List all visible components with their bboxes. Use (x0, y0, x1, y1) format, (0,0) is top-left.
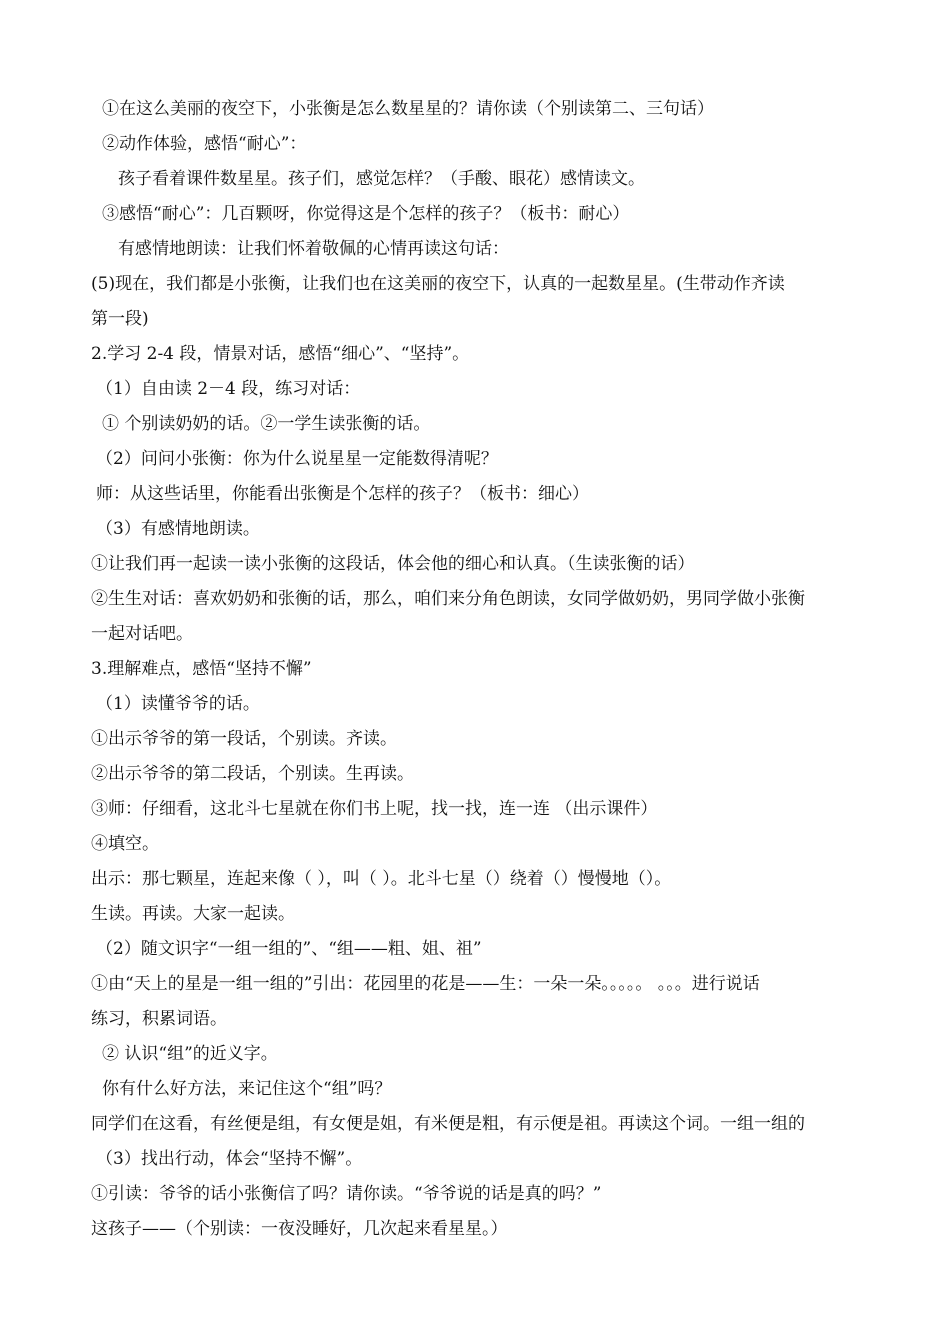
text-line: 3.理解难点，感悟“坚持不懈” (91, 659, 312, 679)
text-line: ②生生对话：喜欢奶奶和张衡的话，那么，咱们来分角色朗读，女同学做奶奶，男同学做小张衡 (91, 589, 805, 609)
text-line: 一起对话吧。 (91, 624, 193, 644)
text-line: ①引读：爷爷的话小张衡信了吗？请你读。“爷爷说的话是真的吗？” (91, 1184, 602, 1204)
text-line: （1）读懂爷爷的话。 (96, 694, 260, 714)
text-line: ② 认识“组”的近义字。 (102, 1044, 278, 1064)
text-line: ④填空。 (91, 834, 159, 854)
text-line: 生读。再读。大家一起读。 (91, 904, 295, 924)
text-line: (5)现在，我们都是小张衡，让我们也在这美丽的夜空下，认真的一起数星星。(生带动作齐读 (91, 274, 785, 294)
text-line: （2）随文识字“一组一组的”、“组——粗、姐、祖” (96, 939, 482, 959)
text-line: 孩子看着课件数星星。孩子们，感觉怎样？（手酸、眼花）感情读文。 (118, 169, 645, 189)
text-line: （1）自由读 2－4 段，练习对话： (96, 379, 361, 399)
text-line: ①在这么美丽的夜空下，小张衡是怎么数星星的？请你读（个别读第二、三句话） (102, 99, 714, 119)
text-line: 2.学习 2-4 段，情景对话，感悟“细心”、“坚持”。 (91, 344, 470, 364)
text-line: 你有什么好方法，来记住这个“组”吗？ (102, 1079, 392, 1099)
text-line: 出示：那七颗星，连起来像（ ），叫（ ）。北斗七星（）绕着（）慢慢地（）。 (91, 869, 672, 889)
text-line: 同学们在这看，有丝便是组，有女便是姐，有米便是粗，有示便是祖。再读这个词。一组一组的 (91, 1114, 805, 1134)
text-line: 这孩子——（个别读：一夜没睡好，几次起来看星星。） (91, 1219, 508, 1239)
text-line: （2）问问小张衡：你为什么说星星一定能数得清呢？ (96, 449, 498, 469)
text-line: 第一段) (91, 309, 149, 329)
text-line: ③师：仔细看，这北斗七星就在你们书上呢，找一找，连一连 （出示课件） (91, 799, 658, 819)
text-line: ①出示爷爷的第一段话，个别读。齐读。 (91, 729, 397, 749)
text-line: ① 个别读奶奶的话。②一学生读张衡的话。 (102, 414, 431, 434)
text-line: ①由“天上的星是一组一组的”引出：花园里的花是——生：一朵一朵。。。。。 。。。进行说话 (91, 974, 760, 994)
text-line: 师：从这些话里，你能看出张衡是个怎样的孩子？（板书：细心） (96, 484, 589, 504)
text-line: ①让我们再一起读一读小张衡的这段话，体会他的细心和认真。（生读张衡的话） (91, 554, 695, 574)
text-line: （3）找出行动，体会“坚持不懈”。 (96, 1149, 363, 1169)
text-line: （3）有感情地朗读。 (96, 519, 260, 539)
text-line: ②动作体验，感悟“耐心”： (102, 134, 307, 154)
text-line: ②出示爷爷的第二段话，个别读。生再读。 (91, 764, 414, 784)
text-line: 练习，积累词语。 (91, 1009, 227, 1029)
text-line: ③感悟“耐心”：几百颗呀，你觉得这是个怎样的孩子？（板书：耐心） (102, 204, 630, 224)
text-line: 有感情地朗读：让我们怀着敬佩的心情再读这句话： (118, 239, 509, 259)
